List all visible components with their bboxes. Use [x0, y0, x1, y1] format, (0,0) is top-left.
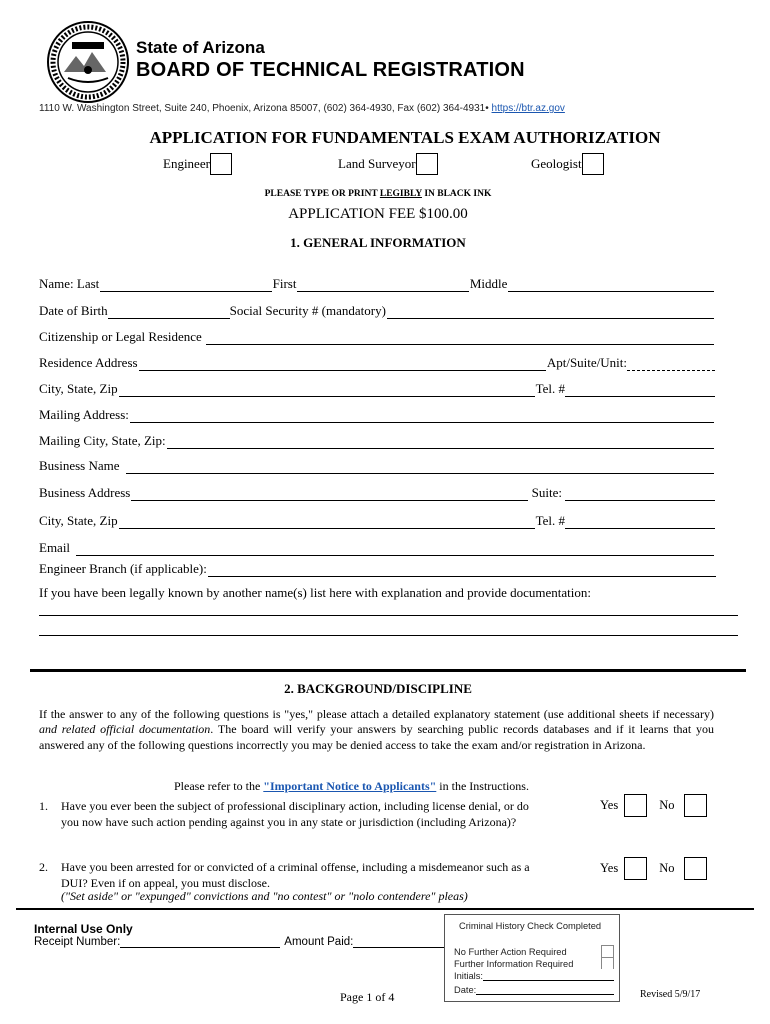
branch-field[interactable]	[208, 565, 716, 577]
business-address-label: Business Address	[39, 485, 131, 500]
apt-label: Apt/Suite/Unit:	[546, 355, 627, 370]
print-note	[0, 189, 756, 199]
question-2-answers	[600, 857, 707, 880]
form-title: APPLICATION FOR FUNDAMENTALS EXAM AUTHORIZATION	[149, 128, 661, 147]
other-names-line-2[interactable]	[39, 635, 738, 636]
print-note-emph: LEGIBLY	[379, 189, 422, 199]
email-row	[39, 540, 715, 556]
tel2-label: Tel. #	[535, 513, 565, 528]
section2-heading: 2. BACKGROUND/DISCIPLINE	[284, 681, 472, 696]
q2-yes-label: Yes	[600, 861, 619, 875]
mailing-city-row	[39, 433, 715, 449]
city1-field[interactable]	[119, 385, 535, 397]
section-divider	[30, 669, 746, 672]
state-seal	[46, 20, 130, 104]
city2-row	[39, 513, 715, 529]
further-info-label: Further Information Required	[454, 958, 574, 969]
refer-before: Please refer to the	[174, 779, 264, 793]
amount-label: Amount Paid:	[284, 936, 354, 948]
branch-label: Engineer Branch (if applicable):	[39, 561, 207, 576]
page-number: Page 1 of 4	[340, 990, 395, 1004]
dob-row	[39, 303, 715, 319]
email-field[interactable]	[76, 544, 714, 556]
no-further-checkbox[interactable]	[601, 945, 614, 958]
q1-no-checkbox[interactable]	[684, 794, 707, 817]
criminal-history-box	[444, 914, 620, 1002]
address-text: 1110 W. Washington Street, Suite 240, Phoenix, Arizona 85007, (602) 364-4930, Fax (602) 364-4931	[39, 103, 486, 114]
state-name: State of Arizona	[136, 38, 265, 57]
q1-yes-label: Yes	[600, 798, 619, 812]
engineer-label: Engineer	[163, 156, 210, 171]
first-name-field[interactable]	[297, 280, 468, 292]
check-title: Criminal History Check Completed	[459, 921, 602, 931]
engineer-option	[163, 153, 232, 175]
further-info-checkbox[interactable]	[601, 958, 614, 969]
address-bullet: •	[485, 103, 489, 114]
citizenship-field[interactable]	[206, 333, 714, 345]
intro-part-a: If the answer to any of the following questions is "yes," please attach a detailed explanatory statement (use additional sheets if necessary)	[39, 707, 714, 721]
section1-heading: 1. GENERAL INFORMATION	[290, 235, 466, 250]
other-names-line-1[interactable]	[39, 615, 738, 616]
dob-label: Date of Birth	[39, 303, 108, 318]
mailing-city-label: Mailing City, State, Zip:	[39, 433, 166, 448]
q2-no-label: No	[659, 861, 675, 875]
no-further-row	[454, 945, 614, 958]
q2-yes-checkbox[interactable]	[624, 857, 647, 880]
mailing-label: Mailing Address:	[39, 407, 129, 422]
land-surveyor-option	[338, 153, 438, 175]
revised-date: Revised 5/9/17	[640, 989, 701, 1000]
amount-field[interactable]	[353, 936, 445, 948]
city2-label: City, State, Zip	[39, 513, 118, 528]
print-note-after: IN BLACK INK	[421, 189, 492, 199]
initials-row	[454, 971, 614, 981]
business-address-row	[39, 485, 715, 501]
intro-part-b: and related official documentation	[39, 722, 211, 737]
residence-row	[39, 355, 715, 371]
refer-notice	[174, 779, 529, 794]
initials-label: Initials:	[454, 971, 483, 981]
further-info-row	[454, 958, 614, 969]
tel1-field[interactable]	[565, 385, 715, 397]
q1-no-label: No	[659, 798, 675, 812]
suite-label: Suite:	[531, 485, 562, 500]
board-name: BOARD OF TECHNICAL REGISTRATION	[136, 59, 525, 81]
section2-intro	[39, 707, 714, 753]
last-name-label: Name: Last	[39, 276, 100, 291]
no-further-label: No Further Action Required	[454, 946, 567, 957]
receipt-label: Receipt Number:	[34, 936, 121, 948]
print-note-before: PLEASE TYPE OR PRINT	[264, 189, 380, 199]
refer-after: in the Instructions.	[436, 779, 529, 793]
question-1-answers	[600, 794, 707, 817]
receipt-row	[34, 936, 445, 948]
question-2-number: 2.	[39, 860, 48, 874]
ssn-label: Social Security # (mandatory)	[229, 303, 386, 318]
land-surveyor-label: Land Surveyor	[338, 156, 416, 171]
email-label: Email	[39, 540, 71, 555]
geologist-label: Geologist	[531, 156, 582, 171]
middle-name-field[interactable]	[508, 280, 714, 292]
tel2-field[interactable]	[565, 517, 715, 529]
apt-field[interactable]	[627, 359, 715, 371]
mailing-row	[39, 407, 715, 423]
tel1-label: Tel. #	[535, 381, 565, 396]
ssn-field[interactable]	[387, 307, 714, 319]
footer-divider	[16, 908, 754, 910]
internal-use-title: Internal Use Only	[34, 922, 133, 936]
initials-field[interactable]	[483, 971, 614, 981]
geologist-checkbox[interactable]	[582, 153, 604, 175]
citizenship-label: Citizenship or Legal Residence	[39, 329, 202, 344]
engineer-checkbox[interactable]	[210, 153, 232, 175]
citizenship-row	[39, 329, 715, 345]
date-label: Date:	[454, 985, 477, 995]
question-2-note: ("Set aside" or "expunged" convictions and "no contest" or "nolo contendere" pleas)	[61, 889, 468, 903]
application-fee: APPLICATION FEE $100.00	[288, 206, 468, 222]
business-address-field[interactable]	[131, 489, 527, 501]
business-name-label: Business Name	[39, 458, 120, 473]
land-surveyor-checkbox[interactable]	[416, 153, 438, 175]
city1-label: City, State, Zip	[39, 381, 118, 396]
dob-field[interactable]	[108, 307, 230, 319]
important-notice-link[interactable]: "Important Notice to Applicants"	[263, 779, 437, 793]
question-1-text: Have you ever been the subject of professional disciplinary action, including license denial, or do you now have such action pending against you in any state or jurisdiction (including Arizona)?	[61, 799, 529, 829]
question-1-number: 1.	[39, 799, 48, 813]
question-2-text: Have you been arrested for or convicted of a criminal offense, including a misdemeanor such as a DUI? Even if on appeal, you must disclose.	[61, 860, 530, 890]
q2-no-checkbox[interactable]	[684, 857, 707, 880]
q1-yes-checkbox[interactable]	[624, 794, 647, 817]
date-field[interactable]	[476, 985, 614, 995]
residence-field[interactable]	[139, 359, 546, 371]
city2-field[interactable]	[119, 517, 535, 529]
last-name-field[interactable]	[100, 280, 271, 292]
board-website-link[interactable]: https://btr.az.gov	[491, 103, 565, 114]
board-address	[39, 103, 565, 114]
business-name-field[interactable]	[126, 462, 714, 474]
first-name-label: First	[272, 276, 297, 291]
city1-row	[39, 381, 715, 397]
residence-label: Residence Address	[39, 355, 138, 370]
middle-name-label: Middle	[469, 276, 508, 291]
mailing-field[interactable]	[130, 411, 714, 423]
date-row	[454, 985, 614, 995]
other-names-label: If you have been legally known by another name(s) list here with explanation and provide documentation:	[39, 585, 591, 600]
intro-part-c: . The board will verify your answers by searching public records databases and if it learns that you answered any of the following questions incorrectly you may be denied access to take the exam and/or registration in Arizona.	[39, 722, 714, 752]
name-row	[39, 276, 715, 292]
receipt-field[interactable]	[120, 936, 280, 948]
business-name-row	[39, 458, 715, 474]
suite-field[interactable]	[565, 489, 715, 501]
branch-row	[39, 561, 717, 577]
geologist-option	[531, 153, 604, 175]
mailing-city-field[interactable]	[167, 437, 714, 449]
